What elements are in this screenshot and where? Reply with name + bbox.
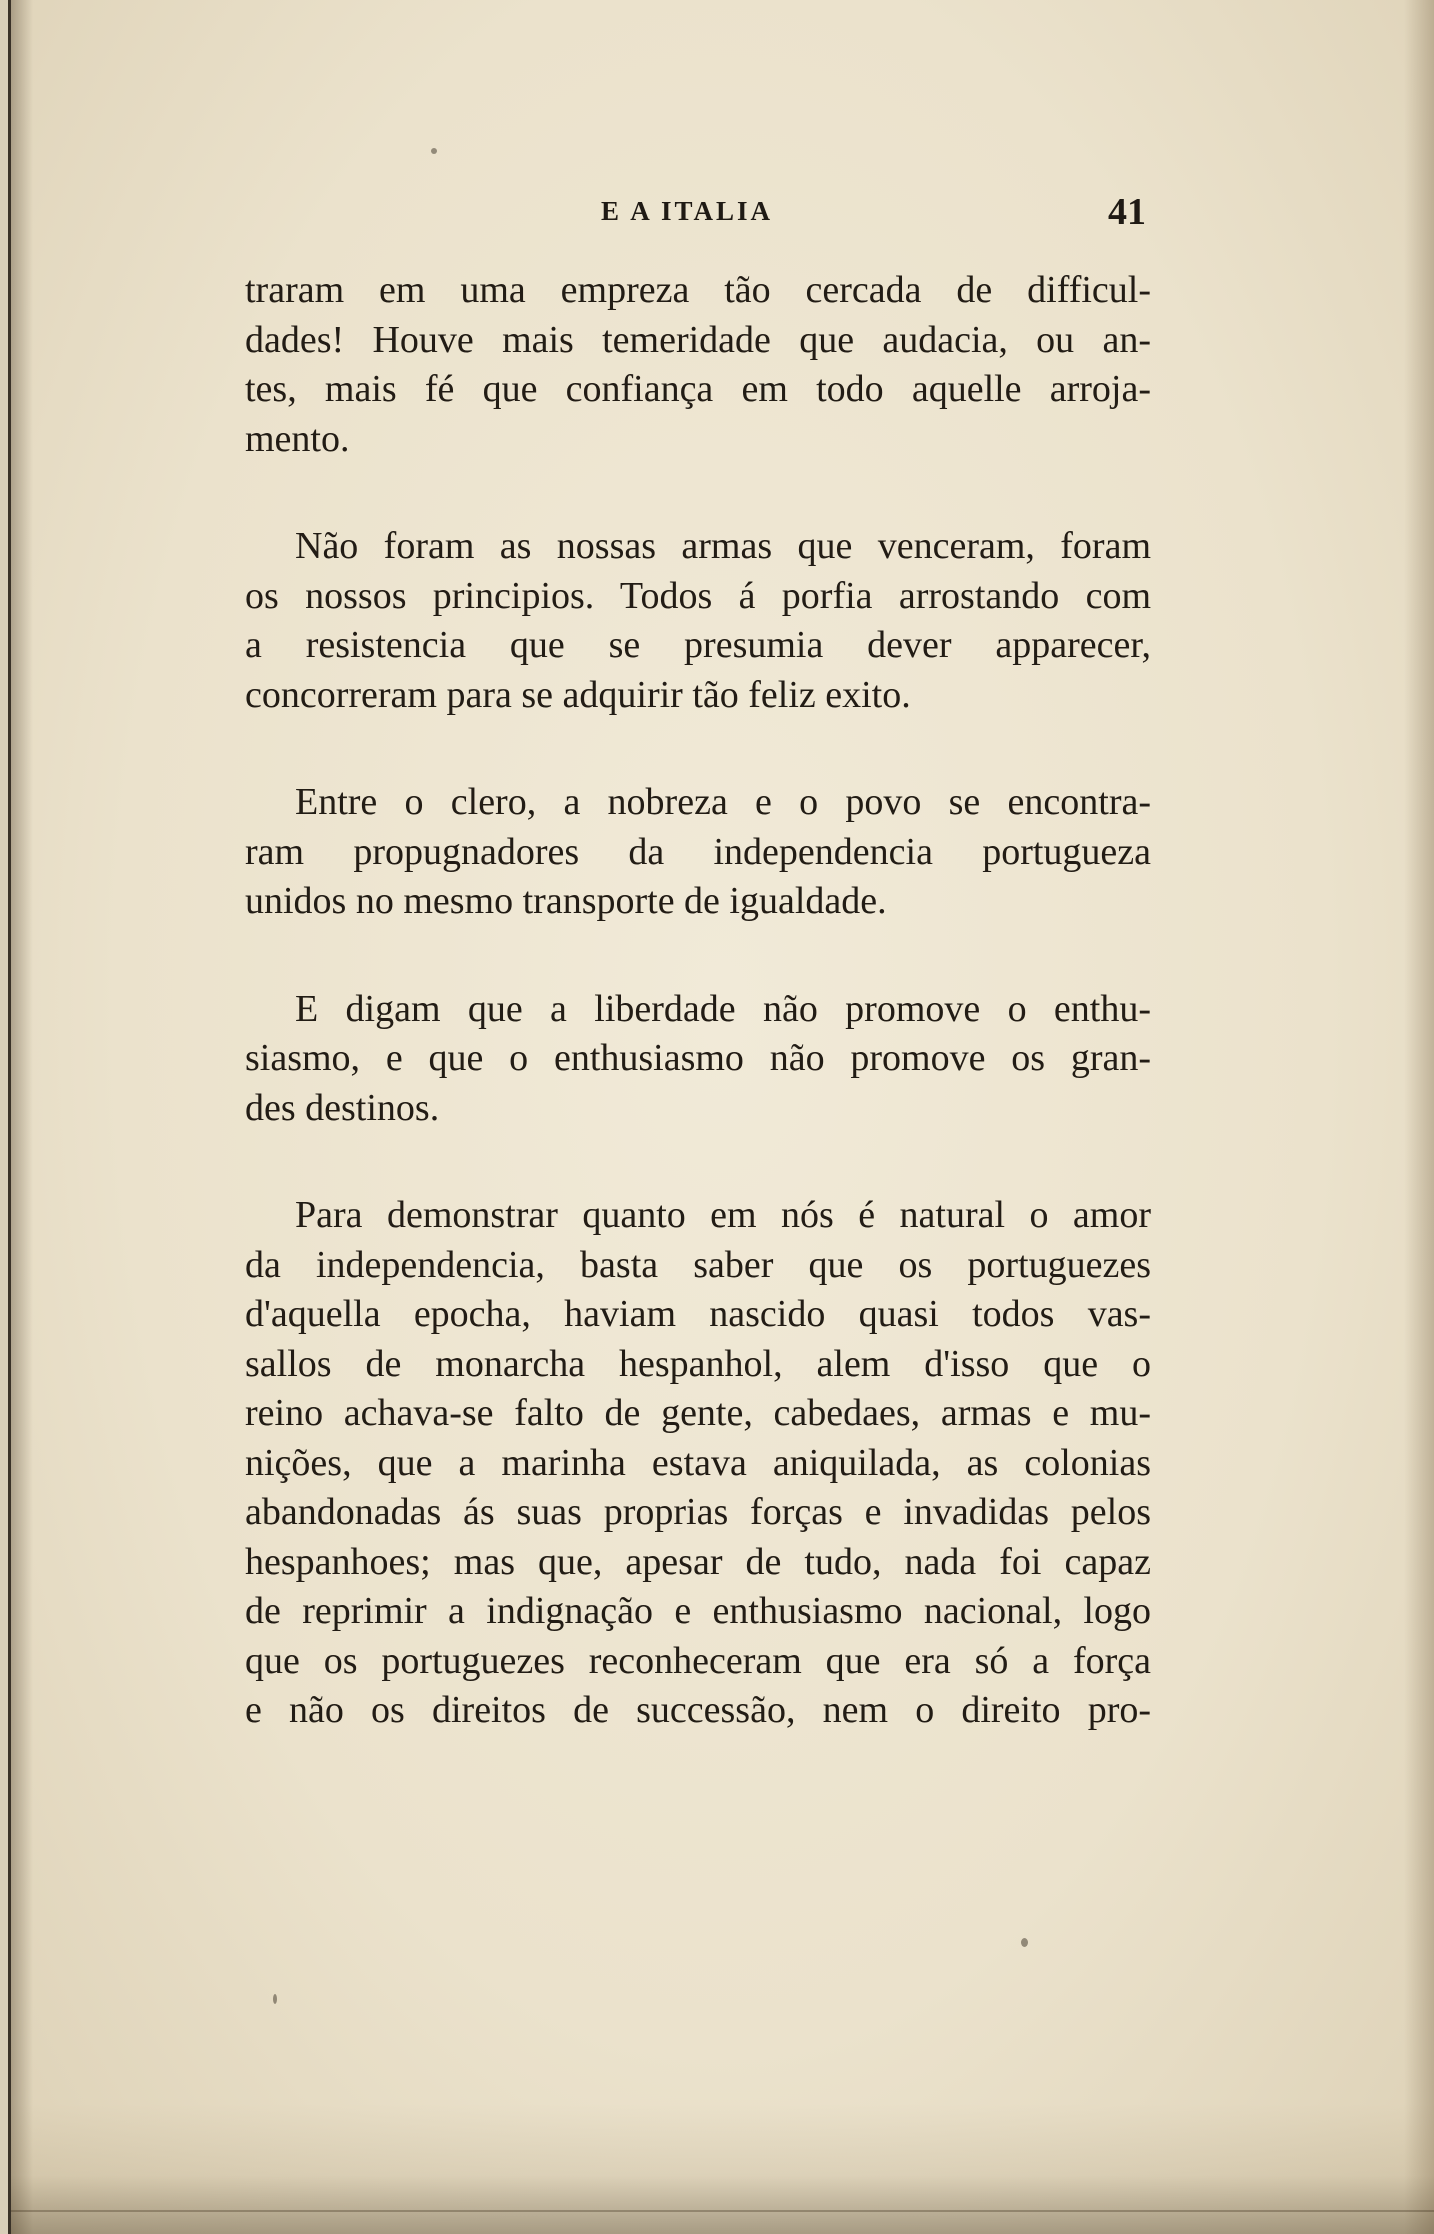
text-line: traram em uma empreza tão cercada de difficul- [245,269,1151,311]
page-bottom-wear [11,2104,1434,2234]
paragraph-3 [245,778,1151,927]
text-line: os nossos principios. Todos á porfia arrostando com [245,574,1151,617]
text-line: nições, que a marinha estava aniquilada, as colonias [245,1441,1151,1484]
text-line: ram propugnadores da independencia portugueza [245,830,1151,873]
text-line: abandonadas ás suas proprias forças e invadidas pelos [245,1491,1151,1533]
book-page [8,0,1434,2234]
text-line: Não foram as nossas armas que venceram, foram [295,525,1151,567]
text-line: que os portuguezes reconheceram que era só a força [245,1639,1151,1682]
page-edge-shadow [1404,0,1434,2234]
text-line: des destinos. [245,1086,440,1129]
spine-shadow [11,0,33,2234]
page-header [11,191,1434,236]
paragraph-5 [245,1191,1151,1736]
text-line: E digam que a liberdade não promove o enthu- [295,987,1151,1030]
paper-speck [431,148,437,154]
running-head: E A ITALIA [601,196,774,226]
text-line: da independencia, basta saber que os portuguezes [245,1243,1151,1286]
text-line: siasmo, e que o enthusiasmo não promove os gran- [245,1037,1151,1079]
paragraph-4 [245,985,1151,1134]
paper-speck [1021,1938,1028,1947]
text-line: mento. [245,417,350,460]
text-line: e não os direitos de successão, nem o direito pro- [245,1689,1151,1731]
paragraph-1 [245,266,1151,464]
paper-speck [273,1994,277,2004]
text-line: hespanhoes; mas que, apesar de tudo, nada foi capaz [245,1540,1151,1583]
text-line: Entre o clero, a nobreza e o povo se encontra- [295,781,1151,823]
text-line: concorreram para se adquirir tão feliz exito. [245,673,911,716]
text-line: tes, mais fé que confiança em todo aquelle arroja- [245,368,1151,410]
body-text [245,266,1151,1794]
text-line: a resistencia que se presumia dever apparecer, [245,624,1151,666]
text-line: de reprimir a indignação e enthusiasmo nacional, logo [245,1590,1151,1632]
paragraph-2 [245,522,1151,720]
text-line: d'aquella epocha, haviam nascido quasi todos vas- [245,1293,1151,1335]
text-line: Para demonstrar quanto em nós é natural o amor [295,1194,1151,1236]
text-line: dades! Houve mais temeridade que audacia, ou an- [245,318,1151,361]
page-number: 41 [1108,191,1146,233]
text-line: unidos no mesmo transporte de igualdade. [245,880,887,922]
page-bottom-crease [11,2210,1434,2212]
text-line: sallos de monarcha hespanhol, alem d'isso que o [245,1342,1151,1385]
text-line: reino achava-se falto de gente, cabedaes, armas e mu- [245,1392,1151,1434]
